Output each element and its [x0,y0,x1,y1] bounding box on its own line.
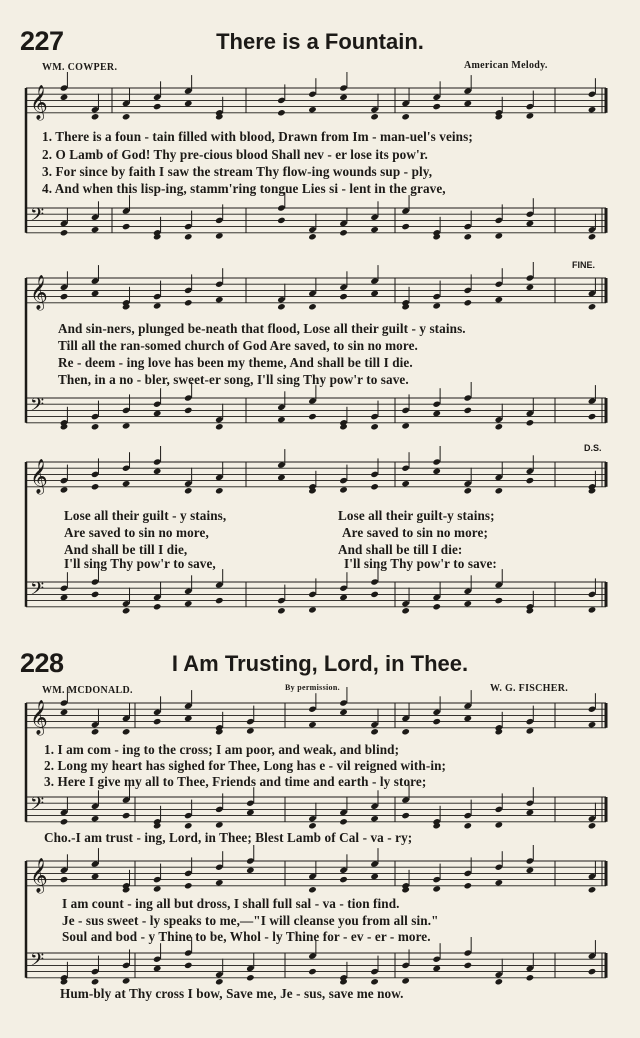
note-head [401,728,410,735]
verse-line: Je - sus sweet - ly speaks to me,—"I will cleanse you from all sin." [62,913,439,928]
refrain-line: And shall be till I die: [338,542,463,557]
note-head [153,885,162,892]
note-head [432,103,441,110]
note-head [339,486,348,493]
treble-clef: 𝄞 [30,459,48,494]
note-head [308,106,317,113]
note-head [122,977,131,984]
note-head [60,229,69,236]
note-head [370,873,379,880]
note-head [588,721,597,728]
note-head [184,962,193,969]
note-head [277,109,286,116]
note-head [91,978,100,985]
verse-line: 2. O Lamb of God! Thy pre-cious blood Shall nev - er lose its pow'r. [42,147,428,162]
verse-line: 2. Long my heart has sighed for Thee, Long has e - vil reigned with-in; [44,758,447,773]
verse-line: I am count - ing all but dross, I shall full sal - va - tion find. [62,896,400,911]
note-head [122,422,131,429]
note-head [432,603,441,610]
note-head [526,727,535,734]
note-head [526,419,535,426]
note-head [463,407,472,414]
note-head [153,718,162,725]
note-head [401,977,410,984]
note-head [153,468,162,475]
note-head [401,607,410,614]
bass-clef: 𝄢 [30,950,45,975]
note-head [184,715,193,722]
refrain-line: I'll sing Thy pow'r to save, [64,556,216,571]
treble-clef: 𝄞 [30,858,48,893]
note-head [526,974,535,981]
note-head [432,718,441,725]
note-head [246,809,255,816]
note-head [463,822,472,829]
hymn-number: 227 [20,26,64,56]
note-head [526,477,535,484]
note-head [153,965,162,972]
verse-line: Then, in a no - bler, sweet-er song, I'll sing Thy pow'r to save. [58,372,409,387]
note-head [588,886,597,893]
note-head [526,867,535,874]
composer-credit: American Melody. [464,60,548,71]
note-head [463,962,472,969]
note-head [495,423,504,430]
note-head [277,416,286,423]
note-head [122,812,131,819]
closing-line: Hum-bly at Thy cross I bow, Save me, Je - sus, save me now. [60,986,404,1001]
note-head [60,876,69,883]
lyricist-credit: WM. COWPER. [42,62,118,73]
note-head [184,600,193,607]
note-head [60,594,69,601]
note-head [153,302,162,309]
note-head [463,715,472,722]
note-head [91,423,100,430]
note-head [91,815,100,822]
note-head [184,299,193,306]
note-head [91,591,100,598]
verse-line: Soul and bod - y Thine to be, Whol - ly Thine for - ev - er - more. [62,929,431,944]
note-head [432,410,441,417]
refrain-line: And shall be till I die, [64,542,188,557]
note-head [588,303,597,310]
note-head [495,232,504,239]
note-head [246,867,255,874]
bass-clef: 𝄢 [30,794,45,819]
fine-mark: FINE. [572,260,596,270]
verse-line: Re - deem - ing love has been my theme, And shall be till I die. [58,355,413,370]
note-head [339,293,348,300]
note-head [184,882,193,889]
note-head [370,290,379,297]
note-head [215,232,224,239]
note-head [308,721,317,728]
verse-line: 4. And when this lisp-ing, stamm'ring tongue Lies si - lent in the grave, [42,181,446,196]
note-head [215,423,224,430]
note-head [215,487,224,494]
note-head [122,728,131,735]
refrain-line: Are saved to sin no more; [342,525,488,540]
note-head [526,809,535,816]
verse-line: 3. Here I give my all to Thee, Friends and time and earth - ly store; [44,774,427,789]
note-head [495,978,504,985]
bass-clef: 𝄢 [30,205,45,230]
note-head [308,233,317,240]
note-head [122,113,131,120]
note-head [370,591,379,598]
note-head [588,233,597,240]
treble-clef: 𝄞 [30,85,48,120]
note-head [246,974,255,981]
note-head [215,879,224,886]
note-head [339,876,348,883]
note-head [495,821,504,828]
note-head [308,606,317,613]
bass-clef: 𝄢 [30,395,45,420]
note-head [588,413,597,420]
note-head [91,226,100,233]
note-head [463,487,472,494]
treble-clef: 𝄞 [30,700,48,735]
note-head [370,728,379,735]
note-head [495,487,504,494]
note-head [526,220,535,227]
note-head [339,229,348,236]
note-head [308,822,317,829]
note-head [184,822,193,829]
note-head [308,968,317,975]
verse-line: 1. I am com - ing to the cross; I am poor, and weak, and blind; [44,742,400,757]
refrain-line: I'll sing Thy pow'r to save: [344,556,497,571]
note-head [495,597,504,604]
verse-line: 1. There is a foun - tain filled with blood, Drawn from Im - man-uel's veins; [42,129,473,144]
note-head [463,299,472,306]
note-head [370,113,379,120]
note-head [215,821,224,828]
treble-clef: 𝄞 [30,275,48,310]
note-head [184,100,193,107]
note-head [246,727,255,734]
note-head [526,284,535,291]
note-head [370,978,379,985]
note-head [184,487,193,494]
permission-note: By permission. [285,683,340,692]
note-head [401,480,410,487]
note-head [184,233,193,240]
note-head [60,486,69,493]
note-head [339,94,348,101]
ds-mark: D.S. [584,443,602,453]
note-head [370,423,379,430]
note-head [91,290,100,297]
note-head [401,113,410,120]
note-head [432,302,441,309]
note-head [495,296,504,303]
note-head [91,728,100,735]
note-head [370,483,379,490]
chorus-line: Cho.-I am trust - ing, Lord, in Thee; Blest Lamb of Cal - va - ry; [44,830,413,845]
refrain-line: Lose all their guilt-y stains; [338,508,495,523]
note-head [122,480,131,487]
note-head [401,812,410,819]
note-head [308,886,317,893]
note-head [370,226,379,233]
note-head [122,223,131,230]
note-head [60,293,69,300]
note-head [153,410,162,417]
bass-clef: 𝄢 [30,579,45,604]
hymn-title: There is a Fountain. [216,29,424,54]
note-head [308,303,317,310]
note-head [432,885,441,892]
note-head [432,965,441,972]
note-head [526,112,535,119]
note-head [463,233,472,240]
note-head [215,597,224,604]
note-head [184,407,193,414]
verse-line: 3. For since by faith I saw the stream Thy flow-ing wounds sup - ply, [42,164,433,179]
note-head [588,822,597,829]
note-head [60,709,69,716]
note-head [277,303,286,310]
hymn-title: I Am Trusting, Lord, in Thee. [171,651,469,676]
note-head [370,815,379,822]
note-head [91,113,100,120]
note-head [401,422,410,429]
note-head [588,968,597,975]
composer-credit: W. G. FISCHER. [490,683,569,694]
note-head [277,217,286,224]
note-head [339,709,348,716]
refrain-line: Are saved to sin no more, [64,525,209,540]
note-head [277,607,286,614]
note-head [463,882,472,889]
note-head [122,607,131,614]
note-head [339,818,348,825]
note-head [60,94,69,101]
note-head [588,606,597,613]
note-head [401,223,410,230]
note-head [588,106,597,113]
note-head [277,474,286,481]
lyricist-credit: WM. MCDONALD. [42,685,133,696]
verse-line: Till all the ran-somed church of God Are saved, to sin no more. [58,338,418,353]
note-head [463,600,472,607]
note-head [432,468,441,475]
note-head [215,296,224,303]
note-head [91,873,100,880]
note-head [215,978,224,985]
verse-line: And sin-ners, plunged be-neath that flood, Lose all their guilt - y stains. [58,321,466,336]
note-head [60,818,69,825]
note-head [308,413,317,420]
note-head [463,100,472,107]
refrain-line: Lose all their guilt - y stains, [64,508,227,523]
note-head [91,483,100,490]
note-head [153,103,162,110]
note-head [153,603,162,610]
note-head [339,594,348,601]
hymn-number: 228 [20,648,64,678]
note-head [495,879,504,886]
